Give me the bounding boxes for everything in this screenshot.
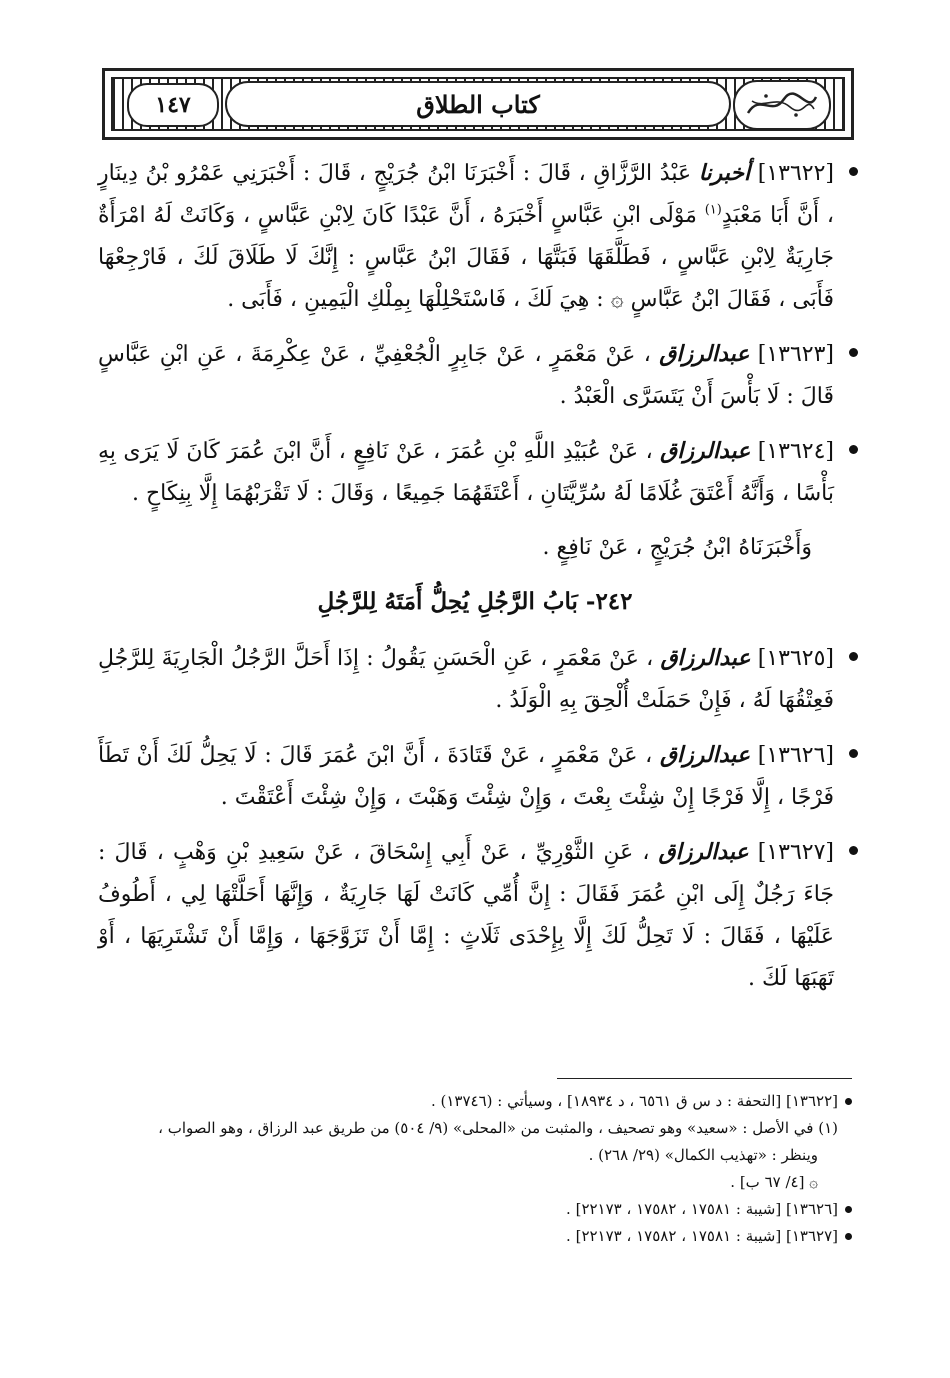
footnote-text: [١٣٦٢٢] [التحفة : د س ق ٦٥٦١ ، د ١٨٩٣٤] ، وسيأتي : (١٣٧٤٦) . xyxy=(430,1092,838,1110)
footnote-text: وينظر : «تهذيب الكمال» (٢٩/ ٢٦٨) . xyxy=(588,1146,818,1164)
hadith-number: [١٣٦٢٥] xyxy=(757,646,834,671)
bullet-icon xyxy=(849,167,858,176)
hadith-13627 xyxy=(98,831,852,1000)
hadith-narrator: عبدالرزاق xyxy=(659,742,751,768)
hadith-narrator: عبدالرزاق xyxy=(658,839,749,865)
hadith-13622 xyxy=(98,152,852,321)
hadith-text: ، عَنِ الثَّوْرِيِّ ، عَنْ أَبِي إِسْحَاقَ ، عَنْ سَعِيدِ بْنِ وَهْبٍ ، قَالَ : جَاءَ رَجُلٌ إِلَى ابْنِ عُمَرَ فَقَالَ : إِنَّ أُمِّي كَانَتْ لَهَا جَارِيَةٌ ، وَإِنَّهَا أَحَلَّتْهَا لِي ، أَطُوفُ عَلَيْهَا ، فَقَالَ : لَا تَحِلُّ لَكَ إِلَّا بِإِحْدَى ثَلَاثٍ : إِمَّا أَنْ تَزَوَّجَهَا ، وَإِمَّا أَنْ تَشْتَرِيَهَا ، أَوْ تَهَبَهَا لَكَ . xyxy=(98,840,834,991)
hadith-number: [١٣٦٢٤] xyxy=(757,439,834,464)
hadith-text: ، عَنْ عُبَيْدِ اللَّهِ بْنِ عُمَرَ ، عَنْ نَافِعٍ ، أَنَّ ابْنَ عُمَرَ كَانَ لَا يَرَى بِهِ بَأْسًا ، وَأَنَّهُ أَعْتَقَ غُلَامًا لَهُ سُرِّيَّتَانِ ، أَعْتَقَهُمَا جَمِيعًا ، وَقَالَ : لَا تَقْرَبْهُمَا إِلَّا بِنِكَاحٍ . xyxy=(98,439,834,506)
footnote-text: [١٣٦٢٦] [شيبة : ١٧٥٨١ ، ١٧٥٨٢ ، ٢٢١٧٣] . xyxy=(566,1200,838,1218)
bullet-icon xyxy=(845,1233,852,1240)
book-logo xyxy=(733,80,831,130)
footnote-13627 xyxy=(98,1223,852,1250)
bullet-icon xyxy=(849,348,858,357)
additional-chain: وَأَخْبَرَنَاهُ ابْنُ جُرَيْجٍ ، عَنْ نَافِعٍ . xyxy=(542,535,812,560)
main-text xyxy=(98,152,852,1012)
footnote-13626 xyxy=(98,1196,852,1223)
hadith-13626 xyxy=(98,734,852,819)
bullet-icon xyxy=(849,445,858,454)
bullet-icon xyxy=(845,1098,852,1105)
hadith-narrator: عبدالرزاق xyxy=(660,438,751,464)
header-title-band xyxy=(225,81,731,127)
page-header xyxy=(102,68,854,140)
hadith-number: [١٣٦٢٢] xyxy=(757,161,834,186)
bullet-icon xyxy=(849,749,858,758)
book-title: كتاب الطلاق xyxy=(416,89,540,119)
page-number: ١٤٧ xyxy=(127,83,219,127)
hadith-number: [١٣٦٢٧] xyxy=(757,840,834,865)
hadith-13625 xyxy=(98,637,852,722)
hadith-narrator: أخبرنا xyxy=(698,160,751,186)
footnote-marker: (١) xyxy=(704,202,722,218)
footnote-text: [١٣٦٢٧] [شيبة : ١٧٥٨١ ، ١٧٥٨٢ ، ٢٢١٧٣] . xyxy=(566,1227,838,1245)
bullet-icon xyxy=(849,652,858,661)
footnote-divider xyxy=(557,1078,852,1079)
hadith-13624 xyxy=(98,430,852,515)
footnote-13622 xyxy=(98,1088,852,1115)
hadith-text: عَبْدُ الرَّزَّاقِ ، قَالَ : أَخْبَرَنَا ابْنُ جُرَيْجٍ ، قَالَ : أَخْبَرَنِي عَمْرُو بْنُ دِينَارٍ ، أَنَّ أَبَا مَعْبَدٍ xyxy=(98,161,834,228)
hadith-narrator: عبدالرزاق xyxy=(660,645,751,671)
footnote-1-cont xyxy=(98,1142,852,1169)
footnotes xyxy=(98,1088,852,1250)
hadith-text: ، عَنْ مَعْمَرٍ ، عَنْ قَتَادَةَ ، أَنَّ ابْنَ عُمَرَ قَالَ : لَا يَحِلُّ لَكَ أَنْ تَطَأَ فَرْجًا ، إِلَّا فَرْجًا إِنْ شِئْتَ بِعْتَ ، وَإِنْ شِئْتَ وَهَبْتَ ، وَإِنْ شِئْتَ أَعْتَقْتَ . xyxy=(98,743,834,810)
hadith-text: ، عَنْ مَعْمَرٍ ، عَنِ الْحَسَنِ يَقُولُ : إِذَا أَحَلَّ الرَّجُلُ الْجَارِيَةَ لِلرَّجُلِ فَعِتْقُهَا لَهُ ، فَإِنْ حَمَلَتْ أُلْحِقَ بِهِ الْوَلَدُ . xyxy=(98,646,834,713)
hadith-text-cont: مَوْلَى ابْنِ عَبَّاسٍ أَخْبَرَهُ ، أَنَّ عَبْدًا كَانَ لِابْنِ عَبَّاسٍ ، وَكَانَتْ لَهُ امْرَأَةٌ جَارِيَةٌ لِابْنِ عَبَّاسٍ ، فَطَلَّقَهَا فَبَتَّهَا ، فَقَالَ ابْنُ عَبَّاسٍ : إِنَّكَ لَا طَلَاقَ لَكَ ، فَارْجِعْهَا فَأَبَى ، فَقَالَ ابْنُ عَبَّاسٍ ۞ : هِيَ لَكَ ، فَاسْتَحْلِلْهَا بِمِلْكِ الْيَمِينِ ، فَأَبَى . xyxy=(98,203,834,312)
bullet-icon xyxy=(845,1206,852,1213)
hadith-text: ، عَنْ مَعْمَرٍ ، عَنْ جَابِرٍ الْجُعْفِيِّ ، عَنْ عِكْرِمَةَ ، عَنِ ابْنِ عَبَّاسٍ قَالَ : لَا بَأْسَ أَنْ يَتَسَرَّى الْعَبْدُ . xyxy=(98,342,834,409)
chapter-heading: ٢٤٢- بَابُ الرَّجُلِ يُحِلُّ أَمَتَهُ لِلرَّجُلِ xyxy=(317,588,633,615)
calligraphy-logo-icon xyxy=(742,87,822,123)
footnote-text: ۞ [٤/ ٦٧ ب] . xyxy=(730,1173,818,1191)
footnote-1 xyxy=(98,1115,852,1142)
bullet-icon xyxy=(849,846,858,855)
footnote-text: (١) في الأصل : «سعيد» وهو تصحيف ، والمثبت من «المحلى» (٩/ ٥٠٤) من طريق عبد الرزاق ، وهو الصواب ، xyxy=(158,1119,838,1137)
hadith-narrator: عبدالرزاق xyxy=(659,341,750,367)
footnote-folio xyxy=(98,1169,852,1196)
hadith-number: [١٣٦٢٣] xyxy=(757,342,834,367)
hadith-13623 xyxy=(98,333,852,418)
hadith-number: [١٣٦٢٦] xyxy=(757,743,835,768)
